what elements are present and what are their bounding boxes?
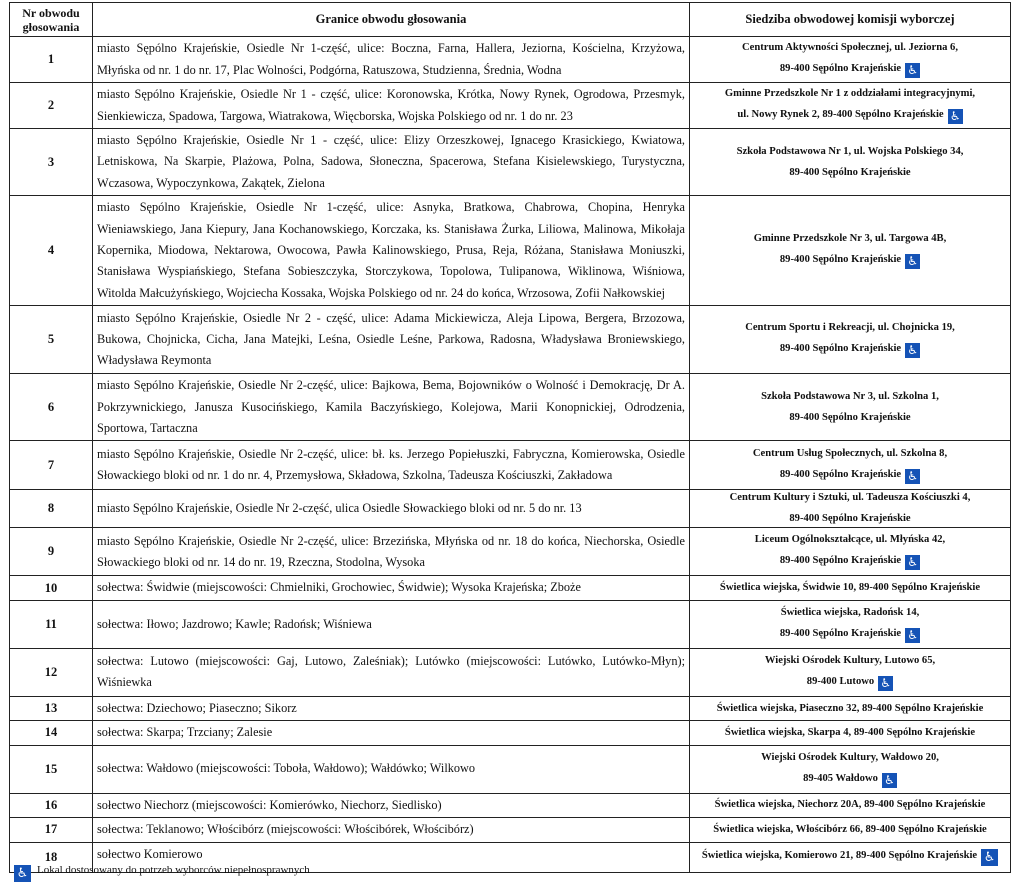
seat-line-1 xyxy=(693,751,1007,765)
district-number: 17 xyxy=(10,818,93,842)
seat-address: Centrum Sportu i Rekreacji, ul. Chojnicka 19, xyxy=(745,322,955,334)
district-boundaries: miasto Sępólno Krajeńskie, Osiedle Nr 1 - część, ulice: Koronowska, Krótka, Nowy Rynek, Ogrodowa, Przesmyk, Sienkiewicza, Spadowa, Targowa, Wiatrakowa, Więcborska, Wojska Polskiego od nr. 1 do nr. 23 xyxy=(93,83,690,129)
district-boundaries: sołectwa: Iłowo; Jazdrowo; Kawle; Radońsk; Wiśniewa xyxy=(93,600,690,648)
district-boundaries: miasto Sępólno Krajeńskie, Osiedle Nr 1-część, ulice: Boczna, Farna, Hallera, Jeziorna, Kościelna, Krzyżowa, Młyńska od nr. 1 do nr. 17, Plac Wolności, Podgórna, Ratuszowa, Studzienna, Średnia, Wodna xyxy=(93,37,690,83)
district-number: 12 xyxy=(10,648,93,696)
table-row xyxy=(10,793,1011,817)
seat-line-1 xyxy=(693,654,1007,668)
wheelchair-icon: ♿ xyxy=(882,773,897,788)
commission-seat xyxy=(690,745,1011,793)
commission-seat xyxy=(690,374,1011,441)
seat-line-1 xyxy=(693,606,1007,620)
district-number: 6 xyxy=(10,374,93,441)
wheelchair-icon: ♿ xyxy=(905,343,920,358)
table-row xyxy=(10,129,1011,196)
commission-seat xyxy=(690,818,1011,842)
seat-postal: 89-400 Sępólno Krajeńskie xyxy=(779,627,902,639)
polling-districts-table xyxy=(9,2,1011,873)
district-boundaries: sołectwa: Świdwie (miejscowości: Chmielniki, Grochowiec, Świdwie); Wysoka Krajeńska; Zboże xyxy=(93,576,690,600)
commission-seat xyxy=(690,129,1011,196)
district-number: 3 xyxy=(10,129,93,196)
seat-postal: 89-400 Sępólno Krajeńskie xyxy=(779,468,902,480)
seat-line-2 xyxy=(693,468,1007,484)
seat-postal: 89-400 Sępólno Krajeńskie xyxy=(789,166,911,178)
seat-address: Wiejski Ośrodek Kultury, Lutowo 65, xyxy=(764,654,936,666)
table-row xyxy=(10,528,1011,576)
commission-seat xyxy=(690,83,1011,129)
district-number: 11 xyxy=(10,600,93,648)
seat-address: Świetlica wiejska, Świdwie 10, 89-400 Sępólno Krajeńskie xyxy=(719,582,981,594)
table-row xyxy=(10,306,1011,374)
district-number: 14 xyxy=(10,721,93,745)
seat-line-1 xyxy=(693,41,1007,55)
commission-seat xyxy=(690,793,1011,817)
commission-seat xyxy=(690,441,1011,490)
seat-address: Centrum Aktywności Społecznej, ul. Jeziorna 6, xyxy=(742,42,958,53)
header-district-number: Nr obwodu głosowania xyxy=(10,3,93,37)
wheelchair-icon: ♿ xyxy=(905,555,920,570)
table-row xyxy=(10,441,1011,490)
table-row xyxy=(10,83,1011,129)
seat-line-1 xyxy=(693,87,1007,101)
seat-postal: 89-400 Sępólno Krajeńskie xyxy=(779,555,902,567)
seat-postal: 89-405 Wałdowo xyxy=(803,772,878,784)
district-number: 5 xyxy=(10,306,93,374)
seat-line-2 xyxy=(693,108,1007,124)
table-row xyxy=(10,37,1011,83)
table-row xyxy=(10,490,1011,528)
seat-line-2 xyxy=(693,772,1007,788)
table-row xyxy=(10,745,1011,793)
legend-text: Lokal dostosowany do potrzeb wyborców niepełnosprawnych xyxy=(37,864,310,876)
seat-line-2 xyxy=(693,342,1007,358)
seat-line-1 xyxy=(693,491,1007,505)
seat-address: Świetlica wiejska, Skarpa 4, 89-400 Sępólno Krajeńskie xyxy=(724,726,976,738)
seat-line-1 xyxy=(693,533,1007,547)
commission-seat xyxy=(690,576,1011,600)
commission-seat xyxy=(690,648,1011,696)
wheelchair-icon: ♿ xyxy=(905,469,920,484)
wheelchair-icon: ♿ xyxy=(981,849,998,866)
table-row xyxy=(10,818,1011,842)
commission-seat xyxy=(690,600,1011,648)
table-row xyxy=(10,600,1011,648)
table-row xyxy=(10,696,1011,720)
district-number: 4 xyxy=(10,196,93,306)
seat-line-1 xyxy=(693,447,1007,461)
table-row xyxy=(10,648,1011,696)
seat-address: Gminne Przedszkole Nr 1 z oddziałami integracyjnymi, xyxy=(724,88,976,99)
district-number: 18 xyxy=(10,842,93,872)
district-boundaries: miasto Sępólno Krajeńskie, Osiedle Nr 2 - część, ulice: Adama Mickiewicza, Aleja Lipowa, Bergera, Brzozowa, Bukowa, Chojnicka, Cicha, Jana Matejki, Leśna, Osiedle Leśne, Parkowa, Radosna, Władysława Broniewskiego, Władysława Reymonta xyxy=(93,306,690,374)
district-number: 2 xyxy=(10,83,93,129)
district-boundaries: miasto Sępólno Krajeńskie, Osiedle Nr 2-część, ulica Osiedle Słowackiego bloki od nr. 5 do nr. 13 xyxy=(93,490,690,528)
seat-address: Centrum Usług Społecznych, ul. Szkolna 8, xyxy=(752,447,948,459)
wheelchair-icon: ♿ xyxy=(905,63,920,78)
table-row xyxy=(10,374,1011,441)
table-header-row xyxy=(10,3,1011,37)
wheelchair-icon: ♿ xyxy=(905,254,920,269)
seat-line-2 xyxy=(693,62,1007,78)
table-row xyxy=(10,576,1011,600)
wheelchair-icon: ♿ xyxy=(878,676,893,691)
seat-address: Świetlica wiejska, Piaseczno 32, 89-400 Sępólno Krajeńskie xyxy=(716,702,984,714)
table-row xyxy=(10,721,1011,745)
district-boundaries: sołectwo Komierowo xyxy=(93,842,690,872)
district-boundaries: miasto Sępólno Krajeńskie, Osiedle Nr 2-część, ulice: Brzezińska, Młyńska od nr. 18 do końca, Niechorska, Osiedle Słowackiego bloki od nr. 14 do nr. 19, Rzeczna, Stodolna, Wysoka xyxy=(93,528,690,576)
district-number: 10 xyxy=(10,576,93,600)
seat-line-1 xyxy=(693,581,1007,595)
table-row xyxy=(10,196,1011,306)
district-boundaries: sołectwa: Teklanowo; Włościbórz (miejscowości: Włościbórek, Włościbórz) xyxy=(93,818,690,842)
seat-postal: ul. Nowy Rynek 2, 89-400 Sępólno Krajeńskie xyxy=(737,109,944,120)
seat-address: Świetlica wiejska, Komierowo 21, 89-400 Sępólno Krajeńskie xyxy=(701,849,978,861)
district-number: 15 xyxy=(10,745,93,793)
district-number: 8 xyxy=(10,490,93,528)
seat-postal: 89-400 Sępólno Krajeńskie xyxy=(789,411,911,423)
district-number: 9 xyxy=(10,528,93,576)
wheelchair-icon: ♿ xyxy=(14,865,31,882)
seat-line-2 xyxy=(693,166,1007,180)
district-boundaries: sołectwo Niechorz (miejscowości: Komierówko, Niechorz, Siedlisko) xyxy=(93,793,690,817)
document xyxy=(9,2,1010,873)
district-number: 7 xyxy=(10,441,93,490)
district-boundaries: miasto Sępólno Krajeńskie, Osiedle Nr 1 - część, ulice: Elizy Orzeszkowej, Ignacego Krasickiego, Kwiatowa, Letniskowa, Na Skarpie, Plażowa, Polna, Sadowa, Słoneczna, Spacerowa, Stefana Kisielewskiego, Turystyczna, Wczasowa, Wypoczynkowa, Zakątek, Zielona xyxy=(93,129,690,196)
seat-address: Centrum Kultury i Sztuki, ul. Tadeusza Kościuszki 4, xyxy=(729,492,971,504)
district-boundaries: sołectwa: Dziechowo; Piaseczno; Sikorz xyxy=(93,696,690,720)
commission-seat xyxy=(690,721,1011,745)
seat-postal: 89-400 Sępólno Krajeńskie xyxy=(789,513,911,525)
seat-line-2 xyxy=(693,512,1007,526)
legend xyxy=(14,862,310,882)
seat-line-1 xyxy=(693,726,1007,740)
district-number: 1 xyxy=(10,37,93,83)
district-number: 16 xyxy=(10,793,93,817)
table-body xyxy=(10,37,1011,873)
commission-seat xyxy=(690,196,1011,306)
commission-seat xyxy=(690,842,1011,872)
seat-address: Liceum Ogólnokształcące, ul. Młyńska 42, xyxy=(754,534,946,546)
seat-address: Gminne Przedszkole Nr 3, ul. Targowa 4B, xyxy=(753,233,947,245)
header-commission-seat: Siedziba obwodowej komisji wyborczej xyxy=(690,3,1011,37)
seat-line-1 xyxy=(693,849,1007,866)
seat-line-1 xyxy=(693,145,1007,159)
district-boundaries: miasto Sępólno Krajeńskie, Osiedle Nr 2-część, ulice: bł. ks. Jerzego Popiełuszki, Fabryczna, Komierowska, Osiedle Słowackiego bloki od nr. 1 do nr. 4, Przemysłowa, Składowa, Szkolna, Tadeusza Kościuszki, Zakładowa xyxy=(93,441,690,490)
wheelchair-icon: ♿ xyxy=(905,628,920,643)
seat-line-2 xyxy=(693,411,1007,425)
commission-seat xyxy=(690,490,1011,528)
commission-seat xyxy=(690,306,1011,374)
seat-postal: 89-400 Sępólno Krajeńskie xyxy=(779,63,902,74)
seat-address: Świetlica wiejska, Włościbórz 66, 89-400 Sępólno Krajeńskie xyxy=(713,823,987,835)
district-boundaries: miasto Sępólno Krajeńskie, Osiedle Nr 2-część, ulice: Bajkowa, Bema, Bojowników o Wolność i Demokrację, Dr A. Pokrzywnickiego, Janusza Kusocińskiego, Kamila Baczyńskiego, Kolejowa, Marii Konopnickiej, Odrodzenia, Sportowa, Tartaczna xyxy=(93,374,690,441)
header-boundaries: Granice obwodu głosowania xyxy=(93,3,690,37)
seat-address: Szkoła Podstawowa Nr 3, ul. Szkolna 1, xyxy=(761,390,939,402)
district-number: 13 xyxy=(10,696,93,720)
seat-postal: 89-400 Sępólno Krajeńskie xyxy=(779,343,902,355)
seat-line-2 xyxy=(693,627,1007,643)
seat-line-1 xyxy=(693,823,1007,837)
wheelchair-icon: ♿ xyxy=(948,109,963,124)
seat-address: Szkoła Podstawowa Nr 1, ul. Wojska Polskiego 34, xyxy=(736,145,964,157)
seat-address: Świetlica wiejska, Niechorz 20A, 89-400 Sępólno Krajeńskie xyxy=(714,799,986,811)
seat-line-1 xyxy=(693,702,1007,716)
seat-postal: 89-400 Lutowo xyxy=(806,675,875,687)
district-boundaries: sołectwa: Lutowo (miejscowości: Gaj, Lutowo, Zaleśniak); Lutówko (miejscowości: Lutówko, Lutówko-Młyn); Wiśniewka xyxy=(93,648,690,696)
seat-line-2 xyxy=(693,554,1007,570)
district-boundaries: miasto Sępólno Krajeńskie, Osiedle Nr 1-część, ulice: Asnyka, Bratkowa, Chabrowa, Chopina, Henryka Wieniawskiego, Jana Kiepury, Jana Kochanowskiego, Korczaka, ks. Stanisława Żurka, Liliowa, Malinowa, Mikołaja Kopernika, Miodowa, Nektarowa, Owocowa, Pawła Kalinowskiego, Prusa, Reja, Różana, Stanisława Moniuszki, Stanisława Wyspiańskiego, Stefana Sobieszczyka, Storczykowa, Topolowa, Tulipanowa, Wiklinowa, Wiśniowa, Witolda Małcużyńskiego, Wojciecha Kossaka, Wojska Polskiego od nr. 24 do końca, Wrzosowa, Zofii Nałkowskiej xyxy=(93,196,690,306)
seat-address: Wiejski Ośrodek Kultury, Wałdowo 20, xyxy=(761,751,939,763)
district-boundaries: sołectwa: Wałdowo (miejscowości: Toboła, Wałdowo); Wałdówko; Wilkowo xyxy=(93,745,690,793)
seat-line-1 xyxy=(693,321,1007,335)
seat-line-1 xyxy=(693,798,1007,812)
commission-seat xyxy=(690,528,1011,576)
district-boundaries: sołectwa: Skarpa; Trzciany; Zalesie xyxy=(93,721,690,745)
seat-line-2 xyxy=(693,253,1007,269)
seat-line-2 xyxy=(693,675,1007,691)
seat-line-1 xyxy=(693,390,1007,404)
commission-seat xyxy=(690,696,1011,720)
commission-seat xyxy=(690,37,1011,83)
seat-address: Świetlica wiejska, Radońsk 14, xyxy=(780,606,920,618)
seat-line-1 xyxy=(693,232,1007,246)
seat-postal: 89-400 Sępólno Krajeńskie xyxy=(779,254,902,266)
